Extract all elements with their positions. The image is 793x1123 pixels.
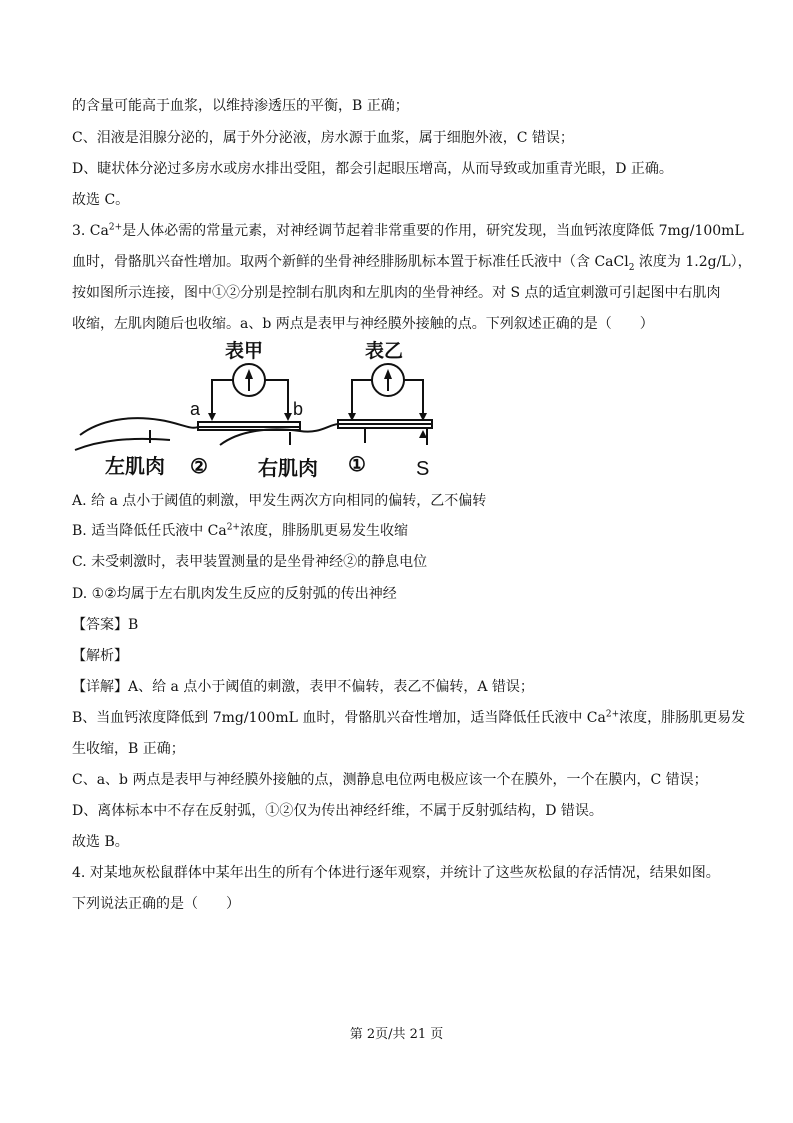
text-line: D、睫状体分泌过多房水或房水排出受阻，都会引起眼压增高，从而导致或加重青光眼，D 正确。 xyxy=(72,161,673,177)
subscript: 2 xyxy=(628,262,635,273)
option-a: A. 给 a 点小于阈值的刺激，甲发生两次方向相同的偏转，乙不偏转 xyxy=(72,493,487,509)
option-b-text: 浓度，腓肠肌更易发生收缩 xyxy=(239,523,408,539)
question-3-line-4: 收缩，左肌肉随后也收缩。a、b 两点是表甲与神经膜外接触的点。下列叙述正确的是（ ） xyxy=(72,316,654,332)
nerve-muscle-diagram xyxy=(70,335,460,485)
analysis-label: 【解析】 xyxy=(72,648,128,664)
left-muscle-label: 左肌肉 xyxy=(105,456,165,478)
q3-text: 浓度为 1.2g/L）， xyxy=(634,254,752,270)
question-3-line-2 xyxy=(72,253,752,271)
explanation-line: D、离体标本中不存在反射弧，①②仅为传出神经纤维，不属于反射弧结构，D 错误。 xyxy=(72,803,603,819)
answer-label: 【答案】B xyxy=(72,617,139,633)
text-line: 故选 C。 xyxy=(72,192,130,208)
nerve-2-label: ② xyxy=(190,456,208,478)
text-line: C、泪液是泪腺分泌的，属于外分泌液，房水源于血浆，属于细胞外液，C 错误； xyxy=(72,130,574,146)
explanation-text: B、当血钙浓度降低到 7mg/100mL 血时，骨骼肌兴奋性增加，适当降低任氏液中 Ca xyxy=(72,710,606,726)
question-3-line-1 xyxy=(72,222,744,240)
question-4-line-1: 4. 对某地灰松鼠群体中某年出生的所有个体进行逐年观察，并统计了这些灰松鼠的存活情况，结果如图。 xyxy=(72,865,720,881)
meter-a-label: 表甲 xyxy=(225,341,264,362)
superscript: 2+ xyxy=(605,709,620,720)
option-b xyxy=(72,522,408,540)
superscript: 2+ xyxy=(108,222,123,233)
point-b-label: b xyxy=(293,399,304,419)
option-c: C. 未受刺激时，表甲装置测量的是坐骨神经②的静息电位 xyxy=(72,554,428,570)
superscript: 2+ xyxy=(226,522,240,533)
explanation-b-line xyxy=(72,709,745,727)
question-4-line-2: 下列说法正确的是（ ） xyxy=(72,896,240,912)
right-muscle-label: 右肌肉 xyxy=(258,458,318,480)
option-b-text: B. 适当降低任氏液中 Ca xyxy=(72,523,227,539)
option-d: D. ①②均属于左右肌肉发生反应的反射弧的传出神经 xyxy=(72,586,397,602)
point-a-label: a xyxy=(190,399,201,419)
meter-b-label: 表乙 xyxy=(365,341,404,362)
nerve-1-label: ① xyxy=(348,454,366,476)
q3-text: 血时，骨骼肌兴奋性增加。取两个新鲜的坐骨神经腓肠肌标本置于标准任氏液中（含 CaCl xyxy=(72,254,629,270)
explanation-text: 浓度，腓肠肌更易发 xyxy=(619,710,746,726)
detail-line: 【详解】A、给 a 点小于阈值的刺激，表甲不偏转，表乙不偏转，A 错误； xyxy=(72,679,534,695)
explanation-line: C、a、b 两点是表甲与神经膜外接触的点，测静息电位两电极应该一个在膜外，一个在膜内，C 错误； xyxy=(72,772,708,788)
q3-prefix: 3. Ca xyxy=(72,223,109,239)
explanation-line: 生收缩，B 正确； xyxy=(72,741,185,757)
stimulus-s-label: S xyxy=(416,458,430,480)
text-line: 的含量可能高于血浆，以维持渗透压的平衡，B 正确； xyxy=(72,98,409,114)
page-footer: 第 2页/共 21 页 xyxy=(349,1027,444,1042)
explanation-line: 故选 B。 xyxy=(72,834,129,850)
q3-text: 是人体必需的常量元素，对神经调节起着非常重要的作用，研究发现，当血钙浓度降低 7mg/100mL xyxy=(122,223,744,239)
question-3-line-3: 按如图所示连接，图中①②分别是控制右肌肉和左肌肉的坐骨神经。对 S 点的适宜刺激可引起图中右肌肉 xyxy=(72,285,721,301)
